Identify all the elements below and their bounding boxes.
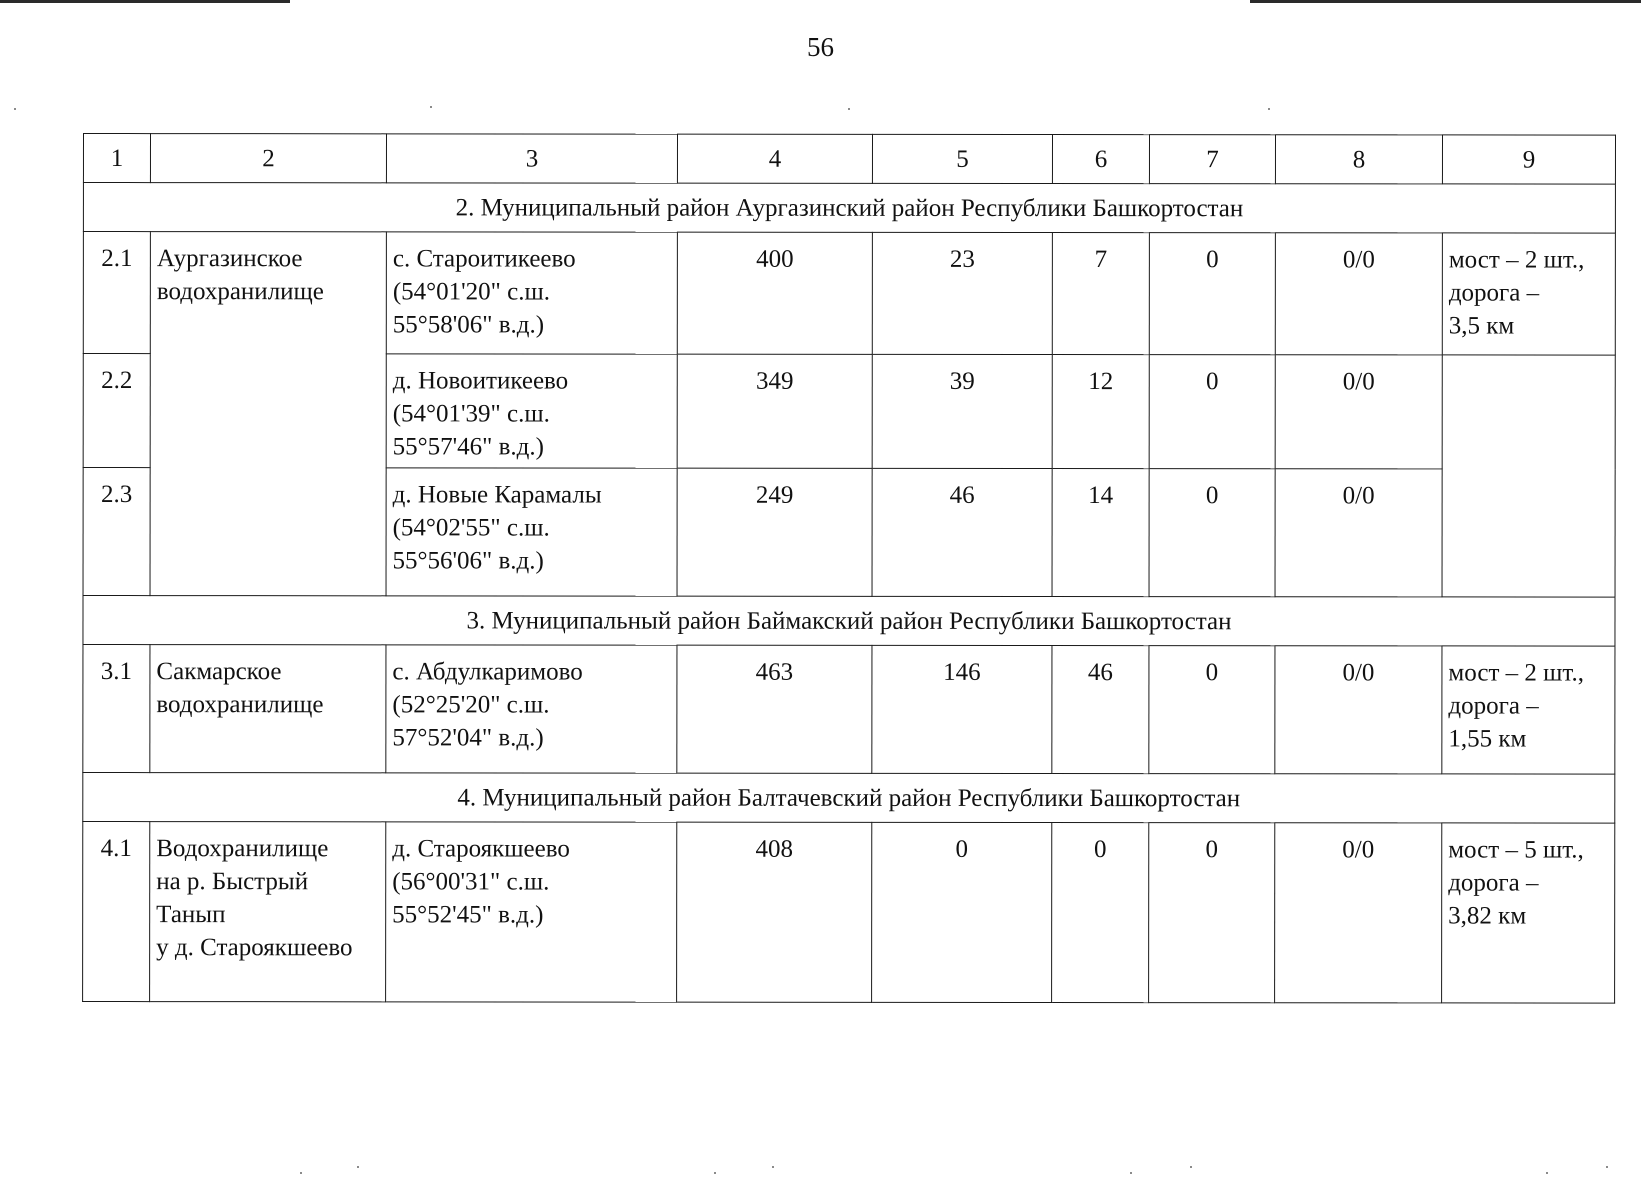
column-header: 2	[150, 134, 386, 183]
scan-speck	[772, 1166, 774, 1168]
table-header-row	[83, 134, 1615, 185]
settlement-cell	[386, 645, 677, 773]
data-table	[82, 133, 1616, 1004]
infrastructure-cell-empty	[1442, 355, 1615, 597]
infrastructure-cell	[1442, 233, 1615, 355]
scan-speck	[357, 1166, 359, 1168]
settlement-line: д. Новые Карамалы	[392, 481, 602, 509]
column-header: 5	[872, 134, 1052, 183]
value-cell-col8: 0/0	[1275, 823, 1442, 1003]
column-header: 1	[83, 134, 150, 183]
row-number: 2.2	[83, 354, 150, 468]
top-border-line	[0, 0, 290, 3]
row-number: 2.3	[83, 468, 150, 596]
infrastructure-line: 3,82 км	[1448, 902, 1527, 930]
settlement-cell	[386, 354, 677, 468]
infrastructure-line: 3,5 км	[1448, 312, 1515, 340]
reservoir-name-line: водохранилище	[156, 691, 324, 719]
scan-speck	[1190, 1166, 1192, 1168]
reservoir-name-line: водохранилище	[156, 278, 324, 306]
infrastructure-line: 1,55 км	[1448, 725, 1527, 753]
value-cell-col8: 0/0	[1275, 233, 1442, 355]
infrastructure-cell	[1442, 823, 1615, 1003]
row-number: 2.1	[83, 232, 150, 354]
settlement-line: (54°01'20" с.ш.	[392, 278, 550, 306]
section-title: 3. Муниципальный район Баймакский район Республики Башкортостан	[83, 596, 1615, 647]
value-cell-col6: 46	[1052, 646, 1149, 774]
scan-speck	[848, 108, 850, 110]
reservoir-name-line: у д. Староякшеево	[156, 934, 353, 962]
section-heading-row	[83, 773, 1615, 824]
value-cell-col7: 0	[1149, 469, 1275, 597]
value-cell-col4: 249	[677, 468, 872, 596]
value-cell-col6: 0	[1052, 823, 1149, 1003]
scan-speck	[14, 108, 16, 110]
row-number: 4.1	[83, 822, 150, 1002]
table-row	[83, 645, 1615, 775]
column-header: 3	[386, 134, 677, 183]
settlement-line: с. Абдулкаримово	[392, 658, 583, 686]
value-cell-col7: 0	[1149, 233, 1275, 355]
infrastructure-line: мост – 5 шт.,	[1448, 836, 1584, 864]
value-cell-col6: 7	[1052, 233, 1149, 355]
settlement-cell	[386, 232, 677, 354]
value-cell-col5: 23	[872, 232, 1052, 354]
scan-speck	[1606, 1166, 1608, 1168]
column-header: 6	[1052, 135, 1149, 184]
settlement-line: д. Староякшеево	[392, 835, 570, 863]
settlement-cell	[386, 822, 677, 1002]
reservoir-name-line: Водохранилище	[156, 835, 329, 863]
settlement-line: (54°02'55" с.ш.	[392, 514, 550, 542]
settlement-cell	[386, 468, 677, 596]
reservoir-name	[150, 645, 386, 773]
settlement-line: 55°56'06" в.д.)	[392, 547, 544, 575]
column-header: 7	[1149, 135, 1275, 184]
value-cell-col4: 349	[677, 354, 872, 468]
section-heading-row	[83, 183, 1615, 234]
settlement-line: д. Новоитикеево	[392, 367, 569, 395]
value-cell-col7: 0	[1149, 646, 1275, 774]
settlement-line: с. Староитикеево	[392, 245, 576, 273]
settlement-line: (54°01'39" с.ш.	[392, 400, 550, 428]
table-row	[83, 822, 1615, 1004]
settlement-line: 55°57'46" в.д.)	[392, 433, 544, 461]
infrastructure-line: дорога –	[1448, 279, 1540, 307]
value-cell-col5: 146	[872, 645, 1052, 773]
value-cell-col6: 12	[1052, 355, 1149, 469]
infrastructure-line: дорога –	[1448, 869, 1539, 897]
value-cell-col4: 400	[677, 232, 872, 354]
infrastructure-line: мост – 2 шт.,	[1448, 246, 1585, 274]
reservoir-name-line: на р. Быстрый	[156, 868, 309, 896]
infrastructure-line: мост – 2 шт.,	[1448, 659, 1584, 687]
value-cell-col8: 0/0	[1275, 469, 1442, 597]
value-cell-col7: 0	[1149, 823, 1275, 1003]
scan-speck	[430, 106, 432, 108]
settlement-line: (56°00'31" с.ш.	[392, 868, 550, 896]
scan-speck	[1546, 1172, 1548, 1174]
value-cell-col4: 408	[677, 822, 872, 1002]
row-number: 3.1	[83, 645, 150, 773]
reservoir-name-line: Аургазинское	[156, 245, 303, 273]
column-header: 8	[1275, 135, 1442, 184]
settlement-line: 55°52'45" в.д.)	[392, 901, 544, 929]
infrastructure-line: дорога –	[1448, 692, 1539, 720]
value-cell-col5: 39	[872, 354, 1052, 468]
reservoir-name	[150, 232, 386, 596]
settlement-line: 55°58'06" в.д.)	[392, 311, 545, 339]
section-title: 4. Муниципальный район Балтачевский район Республики Башкортостан	[83, 773, 1615, 824]
section-title: 2. Муниципальный район Аургазинский район Республики Башкортостан	[83, 183, 1615, 234]
value-cell-col6: 14	[1052, 469, 1149, 597]
scan-speck	[300, 1172, 302, 1174]
value-cell-col5: 46	[872, 468, 1052, 596]
page-number: 56	[807, 32, 834, 62]
scan-speck	[1130, 1172, 1132, 1174]
value-cell-col8: 0/0	[1275, 355, 1442, 469]
top-border-line	[1250, 0, 1641, 3]
settlement-line: 57°52'04" в.д.)	[392, 724, 544, 752]
scan-speck	[1268, 108, 1270, 110]
value-cell-col5: 0	[872, 822, 1052, 1002]
reservoir-name-line: Сакмарское	[156, 658, 282, 686]
column-header: 9	[1442, 135, 1615, 184]
section-heading-row	[83, 596, 1615, 647]
column-header: 4	[677, 134, 872, 183]
reservoir-name	[150, 822, 386, 1002]
infrastructure-cell	[1442, 646, 1615, 774]
table-row	[83, 232, 1615, 356]
value-cell-col7: 0	[1149, 355, 1275, 469]
value-cell-col4: 463	[677, 645, 872, 773]
value-cell-col8: 0/0	[1275, 646, 1442, 774]
scan-speck	[714, 1172, 716, 1174]
settlement-line: (52°25'20" с.ш.	[392, 691, 550, 719]
reservoir-name-line: Танып	[156, 901, 226, 929]
